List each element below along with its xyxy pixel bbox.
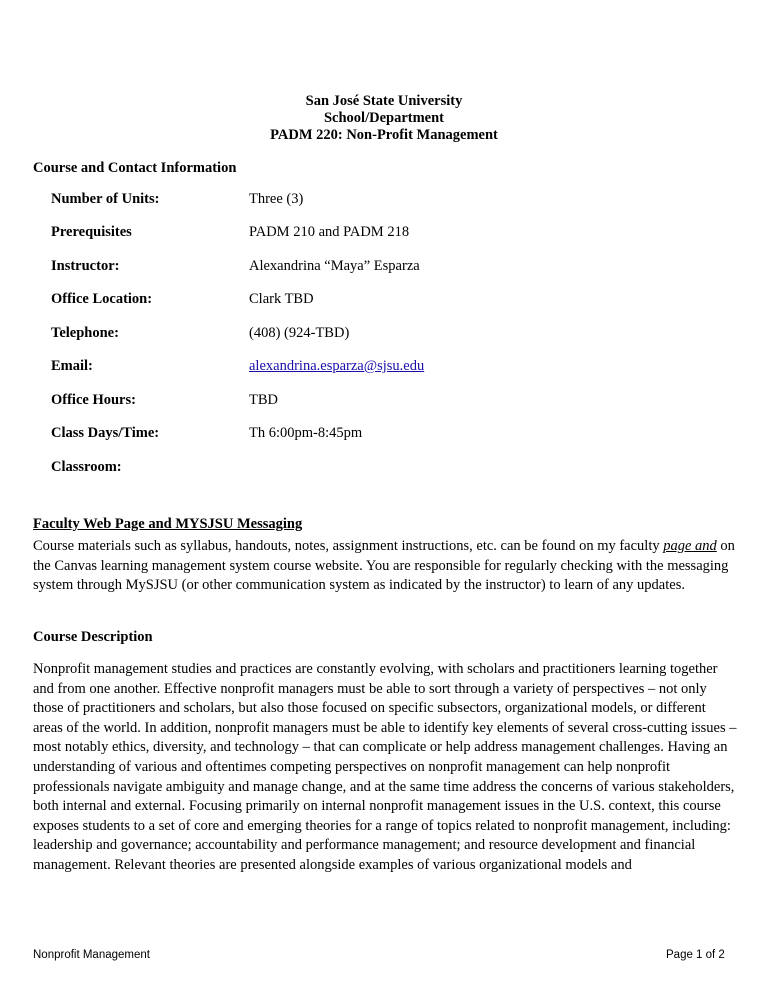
footer-left: Nonprofit Management xyxy=(33,949,150,961)
faculty-section-paragraph xyxy=(33,537,739,596)
info-value: Clark TBD xyxy=(249,291,314,307)
faculty-text-before: Course materials such as syllabus, handouts, notes, assignment instructions, etc. can be found on my faculty xyxy=(33,538,664,554)
faculty-section-title xyxy=(33,516,302,533)
university-name: San José State University xyxy=(305,93,463,109)
info-label: Email: xyxy=(51,358,93,374)
faculty-section-title-text: Faculty Web Page and MYSJSU Messaging xyxy=(33,516,303,532)
description-paragraph: Nonprofit management studies and practices are constantly evolving, with scholars and practitioners learning together and from one another. Effective nonprofit managers must be able to sort through a variety of perspectives – not only those of practitioners and scholars, but also those focused on specific subsectors, organizational models, or different areas of the world. In addition, nonprofit managers must be able to identify key elements of several cross-cutting issues – most notably ethics, diversity, and technology – that can complicate or help address management challenges. Having an understanding of various and oftentimes competing perspectives on nonprofit management can help nonprofit professionals navigate ambiguity and manage change, and at the same time address the concerns of various stakeholders, both internal and external. Focusing primarily on internal nonprofit management issues in the U.S. context, this course exposes students to a set of core and emerging theories for a range of topics related to nonprofit management, including: leadership and governance; accountability and performance management; and resource development and financial management. Relevant theories are presented alongside examples of various organizational models and xyxy=(33,661,737,873)
faculty-page-link[interactable]: page and xyxy=(663,538,717,554)
info-label: Classroom: xyxy=(51,459,122,475)
info-label: Instructor: xyxy=(51,258,120,274)
info-label: Number of Units: xyxy=(51,191,160,207)
info-value: PADM 210 and PADM 218 xyxy=(249,224,410,240)
info-label: Telephone: xyxy=(51,325,119,341)
info-label: Office Location: xyxy=(51,291,153,307)
department-name: School/Department xyxy=(323,110,444,126)
document-header xyxy=(0,93,768,144)
description-section-title: Course Description xyxy=(33,629,153,645)
info-value: Alexandrina “Maya” Esparza xyxy=(249,258,420,274)
email-link[interactable]: alexandrina.esparza@sjsu.edu xyxy=(249,358,425,374)
faculty-text-after: on the Canvas learning management system course website. You are responsible for regularly checking with the messaging system through MySJSU (or other communication system as indicated by the instructor) to learn of any updates. xyxy=(33,538,735,594)
info-label: Prerequisites xyxy=(51,224,132,240)
info-value: Three (3) xyxy=(249,191,304,207)
info-value: TBD xyxy=(249,392,278,408)
info-label: Office Hours: xyxy=(51,392,136,408)
info-value: (408) (924-TBD) xyxy=(249,325,350,341)
footer-page-number: Page 1 of 2 xyxy=(666,949,725,961)
contact-section-title: Course and Contact Information xyxy=(33,160,237,176)
info-value: Th 6:00pm-8:45pm xyxy=(249,425,363,441)
course-title: PADM 220: Non-Profit Management xyxy=(270,127,498,143)
info-label: Class Days/Time: xyxy=(51,425,160,441)
